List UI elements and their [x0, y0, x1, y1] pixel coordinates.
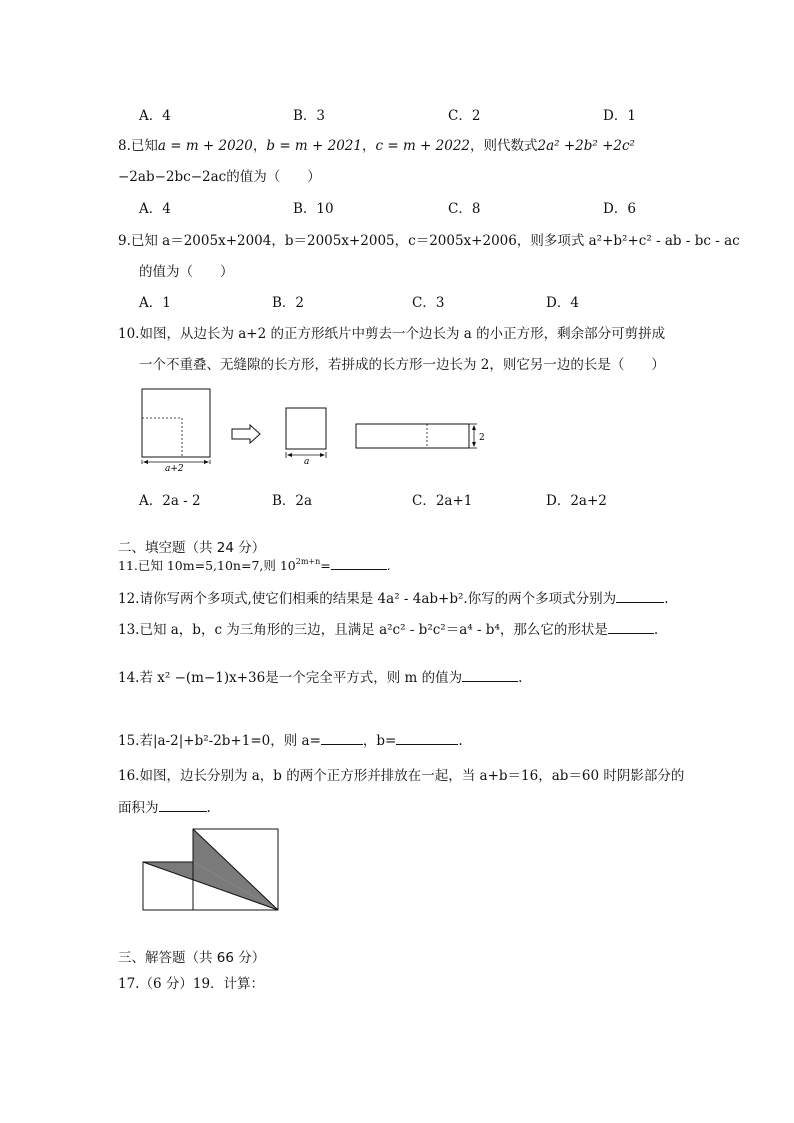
q15-a-blank[interactable]	[321, 732, 363, 745]
q10-option-a: A．2a - 2	[139, 493, 201, 509]
q9-line2: 的值为（ ）	[139, 264, 234, 280]
q8-option-d: D．6	[603, 201, 636, 217]
q13-text: 13.已知 a，b，c 为三角形的三边，且满足 a²c² - b²c²＝a⁴ - b⁴，那么它的形状是	[118, 622, 608, 638]
question-17: 17.（6 分）19．计算：	[118, 976, 265, 992]
q7-option-d: D．1	[603, 108, 636, 124]
q11-answer-blank[interactable]	[331, 557, 387, 570]
q15-text: 15.若|a-2|+b²-2b+1=0，则 a=	[118, 733, 321, 749]
q8-option-c: C．8	[448, 201, 481, 217]
question-15	[118, 729, 463, 749]
question-11	[118, 556, 391, 574]
q7-option-a: A．4	[139, 108, 171, 124]
question-14	[118, 666, 522, 686]
q10-figure	[130, 385, 530, 475]
small-square	[286, 408, 326, 449]
q10-line1: 10.如图，从边长为 a+2 的正方形纸片中剪去一个边长为 a 的小正方形，剩余部分可剪拼成	[118, 326, 666, 342]
q14-text: 14.若 x² −(m−1)x+36是一个完全平方式，则 m 的值为	[118, 670, 463, 686]
q7-option-b: B．3	[293, 108, 326, 124]
q8-number: 8.	[118, 138, 131, 154]
q16-line1: 16.如图，边长分别为 a，b 的两个正方形并排放在一起，当 a+b＝16，ab＝60 时阴影部分的	[118, 768, 685, 784]
q8-intro: 已知	[130, 138, 158, 154]
q7-option-c: C．2	[448, 108, 481, 124]
q10-line2: 一个不重叠、无缝隙的长方形，若拼成的长方形一边长为 2，则它另一边的长是（ ）	[139, 357, 665, 373]
q11-equals: =	[320, 558, 331, 573]
q15-b-blank[interactable]	[396, 732, 458, 745]
q8-eq-b: b = m + 2021	[266, 138, 362, 154]
q8-eq-c: c = m + 2022	[375, 138, 470, 154]
q11-text: 11.已知 10m=5,10n=7,则 10	[118, 558, 296, 573]
q10-option-b: B．2a	[272, 493, 313, 509]
q10-option-c: C．2a+1	[412, 493, 473, 509]
q13-end: .	[653, 622, 659, 638]
q11-exponent: 2m+n	[295, 557, 321, 566]
q8-eq-a: a = m + 2020	[157, 138, 253, 154]
q8-expr: 2a² +2b² +2c²	[537, 138, 635, 154]
big-square	[142, 389, 210, 457]
q16-answer-blank[interactable]	[159, 799, 207, 812]
rectangle-label: 2	[479, 433, 485, 443]
q15-mid: ，b=	[362, 733, 397, 749]
q9-option-d: D．4	[546, 295, 579, 311]
q16-figure	[143, 829, 283, 913]
q12-end: .	[664, 591, 669, 607]
big-square-label: a+2	[165, 464, 184, 474]
small-square-label: a	[304, 457, 310, 467]
q14-end: .	[518, 670, 523, 686]
q16-text: 面积为	[118, 800, 159, 816]
q8-mid: ，则代数式	[470, 138, 538, 154]
q11-end: .	[386, 558, 391, 573]
q8-option-b: B．10	[293, 201, 334, 217]
q13-answer-blank[interactable]	[608, 621, 654, 634]
question-12	[118, 587, 668, 607]
q9-option-c: C．3	[412, 295, 445, 311]
q9-option-b: B．2	[272, 295, 305, 311]
cut-square-dashed	[142, 418, 182, 457]
q15-end: .	[458, 733, 463, 749]
q8-option-a: A．4	[139, 201, 171, 217]
q16-end: .	[206, 800, 211, 816]
right-arrow-icon	[232, 425, 260, 443]
q9-line1: 9.已知 a＝2005x+2004，b＝2005x+2005，c＝2005x+2006，则多项式 a²+b²+c² - ab - bc - ac	[118, 233, 740, 249]
section-3-heading: 三、解答题（共 66 分）	[118, 950, 266, 966]
result-rectangle	[356, 424, 469, 448]
question-16-line2	[118, 796, 211, 816]
question-8-line1: 8.已知a = m + 2020，b = m + 2021，c = m + 2022，则代数式2a² +2b² +2c²	[118, 138, 635, 154]
q14-answer-blank[interactable]	[462, 669, 518, 682]
question-13	[118, 618, 658, 638]
q10-option-d: D．2a+2	[546, 493, 607, 509]
q12-text: 12.请你写两个多项式,使它们相乘的结果是 4a² - 4ab+b².你写的两个多项式分别为	[118, 591, 617, 607]
q8-line2: −2ab−2bc−2ac的值为（ ）	[118, 169, 321, 185]
q9-option-a: A．1	[139, 295, 171, 311]
q12-answer-blank[interactable]	[616, 590, 664, 603]
section-2-heading: 二、填空题（共 24 分）	[118, 540, 266, 556]
